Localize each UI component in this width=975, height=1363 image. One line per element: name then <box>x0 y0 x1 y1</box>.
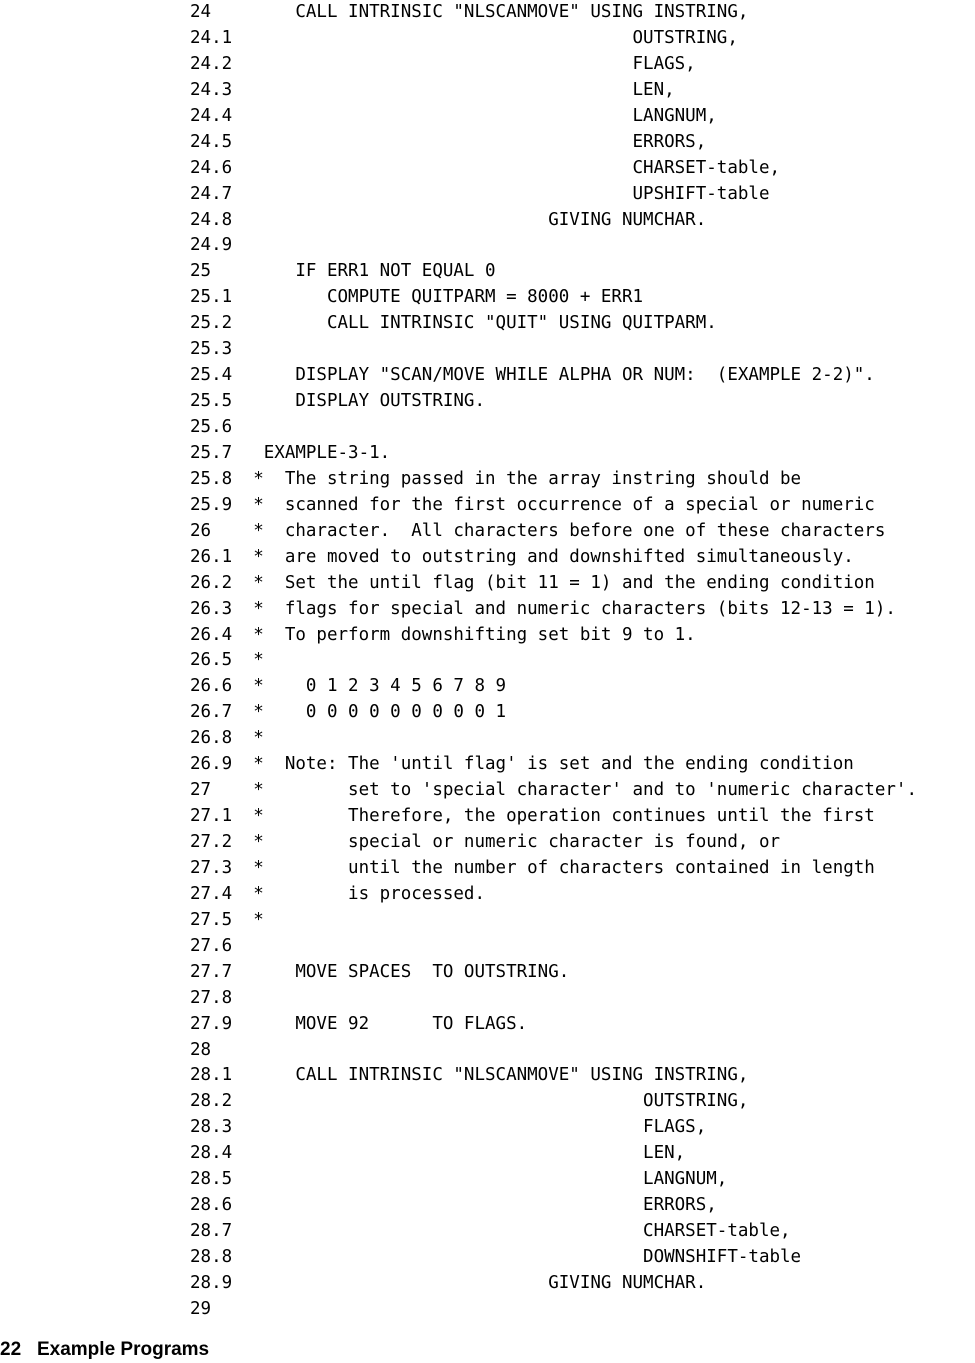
code-line: 25.5 DISPLAY OUTSTRING. <box>190 391 486 412</box>
code-line: 28.3 FLAGS, <box>190 1117 707 1138</box>
code-line: 25.6 <box>190 417 233 437</box>
code-line: 28.6 ERRORS, <box>190 1195 717 1216</box>
code-line: 24.6 CHARSET-table, <box>190 157 781 178</box>
code-line: 24.9 <box>190 235 233 256</box>
code-line: 26 * character. All characters before one of these characters <box>190 520 886 541</box>
code-line: 28.9 GIVING NUMCHAR. <box>190 1272 707 1293</box>
code-line: 27.1 * Therefore, the operation continues until the first <box>190 806 875 827</box>
code-line: 27.3 * until the number of characters contained in length <box>190 857 875 878</box>
code-line: 25.7 EXAMPLE-3-1. <box>190 442 391 463</box>
code-line: 27.8 <box>190 987 233 1008</box>
code-line: 25.1 COMPUTE QUITPARM = 8000 + ERR1 <box>190 287 644 308</box>
code-line: 25.4 DISPLAY "SCAN/MOVE WHILE ALPHA OR NUM: (EXAMPLE 2-2)". <box>190 365 875 386</box>
code-line: 27.6 <box>190 935 233 956</box>
code-line: 27.7 MOVE SPACES TO OUTSTRING. <box>190 961 570 982</box>
code-line: 24.4 LANGNUM, <box>190 105 717 126</box>
code-line: 26.2 * Set the until flag (bit 11 = 1) and the ending condition <box>190 572 875 593</box>
code-line: 28 <box>190 1039 212 1060</box>
code-line: 27.9 MOVE 92 TO FLAGS. <box>190 1013 528 1034</box>
code-line: 25 IF ERR1 NOT EQUAL 0 <box>190 261 496 282</box>
section-title: Example Programs <box>36 1339 210 1360</box>
code-line: 26.7 * 0 0 0 0 0 0 0 0 0 1 <box>190 702 507 723</box>
code-line: 26.5 * <box>190 650 264 671</box>
code-line: 28.4 LEN, <box>190 1143 686 1164</box>
code-line: 24.3 LEN, <box>190 79 675 100</box>
code-line: 28.5 LANGNUM, <box>190 1169 728 1190</box>
code-line: 28.8 DOWNSHIFT-table <box>190 1247 802 1267</box>
code-line: 27.2 * special or numeric character is found, or <box>190 832 781 852</box>
code-line: 27.4 * is processed. <box>190 883 486 904</box>
code-line: 25.2 CALL INTRINSIC "QUIT" USING QUITPARM. <box>190 313 717 334</box>
code-line: 25.8 * The string passed in the array instring should be <box>190 468 802 489</box>
code-line: 27.5 * <box>190 909 264 930</box>
code-line: 28.2 OUTSTRING, <box>190 1091 749 1112</box>
code-line: 26.3 * flags for special and numeric characters (bits 12-13 = 1). <box>190 598 896 619</box>
code-line: 28.7 CHARSET-table, <box>190 1221 791 1242</box>
code-line: 26.9 * Note: The 'until flag' is set and the ending condition <box>190 754 854 775</box>
page-footer <box>0 1338 209 1362</box>
page-number: 22 <box>0 1339 22 1360</box>
code-listing <box>190 0 917 1323</box>
code-line: 25.3 <box>190 339 233 360</box>
code-line: 24 CALL INTRINSIC "NLSCANMOVE" USING INSTRING, <box>190 2 749 22</box>
code-line: 24.8 GIVING NUMCHAR. <box>190 209 707 230</box>
code-line: 28.1 CALL INTRINSIC "NLSCANMOVE" USING INSTRING, <box>190 1065 749 1086</box>
code-line: 24.1 OUTSTRING, <box>190 27 738 48</box>
code-line: 29 <box>190 1298 212 1319</box>
code-line: 24.2 FLAGS, <box>190 53 696 74</box>
code-line: 24.5 ERRORS, <box>190 131 707 152</box>
code-line: 25.9 * scanned for the first occurrence of a special or numeric <box>190 494 875 515</box>
code-line: 26.4 * To perform downshifting set bit 9 to 1. <box>190 624 696 645</box>
code-line: 27 * set to 'special character' and to 'numeric character'. <box>190 780 917 801</box>
code-line: 26.6 * 0 1 2 3 4 5 6 7 8 9 <box>190 676 507 697</box>
code-line: 26.8 * <box>190 728 264 749</box>
code-line: 24.7 UPSHIFT-table <box>190 183 770 204</box>
code-line: 26.1 * are moved to outstring and downshifted simultaneously. <box>190 546 854 567</box>
